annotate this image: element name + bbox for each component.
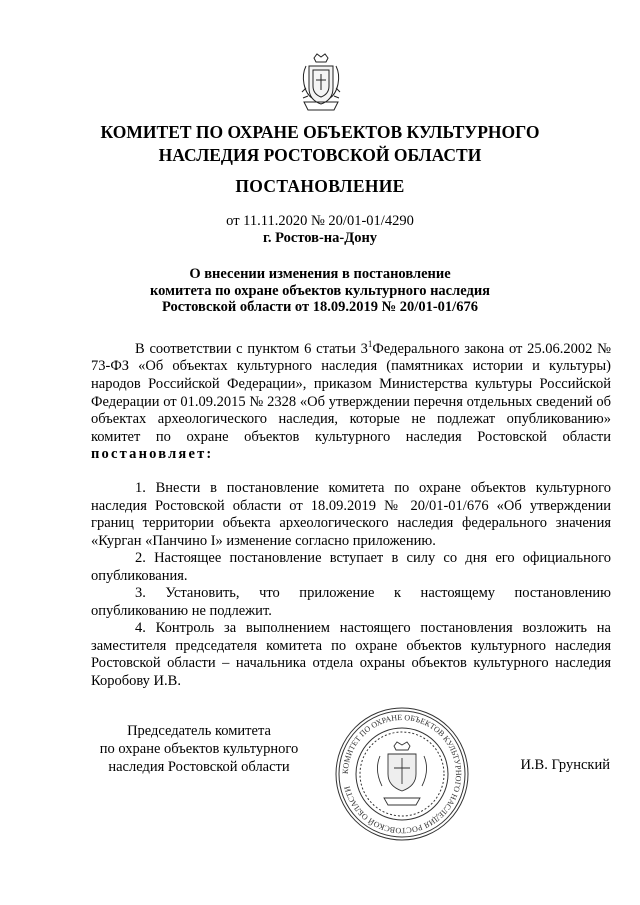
subject-line-2: комитета по охране объектов культурного наследия	[149, 282, 491, 299]
document-subject	[0, 266, 640, 316]
org-line-2: НАСЛЕДИЯ РОСТОВСКОЙ ОБЛАСТИ	[158, 145, 482, 165]
org-line-1: КОМИТЕТ ПО ОХРАНЕ ОБЪЕКТОВ КУЛЬТУРНОГО	[100, 122, 540, 142]
preamble-superscript: 1	[367, 339, 373, 349]
subject-line-3: Ростовской области от 18.09.2019 № 20/01-01/676	[162, 299, 478, 315]
signatory-title-line-2: по охране объектов культурного	[99, 741, 299, 757]
signatory-title-line-3: наследия Ростовской области	[108, 759, 290, 775]
document-date-number: от 11.11.2020 № 20/01-01/4290	[226, 213, 414, 229]
decree-word: постановляет:	[91, 446, 214, 463]
preamble-text-2: Федерального закона от 25.06.2002 № 73-ФЗ «Об объектах культурного наследия (памятниках истории и культуры) народов Российской Федерации», приказом Министерства культуры Российской Федерации от 01.09.2015 № 2328 «Об утверждении перечня отдельных сведений об объектах археологического наследия, которые не подлежат опубликованию» комитет по охране объектов культурного наследия Ростовской области	[91, 340, 611, 445]
document-city: г. Ростов-на-Дону	[262, 230, 378, 246]
seal-text: КОМИТЕТ ПО ОХРАНЕ ОБЪЕКТОВ КУЛЬТУРНОГО НАСЛЕДИЯ РОСТОВСКОЙ ОБЛАСТИ	[340, 712, 464, 836]
preamble-text-1: В соответствии с пунктом 6 статьи 3	[135, 340, 368, 357]
list-item: 1. Внести в постановление комитета по охране объектов культурного наследия Ростовской области от 18.09.2019 № 20/01-01/676 «Об утверждении границ территории объекта археологического наследия федерального значения «Курган «Панчино I» изменение согласно приложению.	[91, 480, 611, 549]
signatory-title	[92, 722, 306, 776]
signatory-name: И.В. Грунский	[520, 757, 610, 773]
official-seal-icon	[334, 706, 470, 842]
list-item: 2. Настоящее постановление вступает в силу со дня его официального опубликования.	[91, 550, 611, 584]
coat-of-arms-icon	[300, 52, 342, 114]
list-item: 3. Установить, что приложение к настоящему постановлению опубликованию не подлежит.	[91, 585, 611, 619]
document-type: ПОСТАНОВЛЕНИЕ	[235, 176, 405, 196]
signatory-title-line-1: Председатель комитета	[127, 723, 271, 739]
preamble-paragraph	[91, 336, 611, 464]
organization-name	[0, 121, 640, 167]
subject-line-1: О внесении изменения в постановление	[189, 266, 451, 282]
list-item: 4. Контроль за выполнением настоящего постановления возложить на заместителя председателя комитета по охране объектов культурного наследия Ростовской области – начальника отдела охраны объектов культурного наследия Коробову И.В.	[91, 620, 611, 689]
